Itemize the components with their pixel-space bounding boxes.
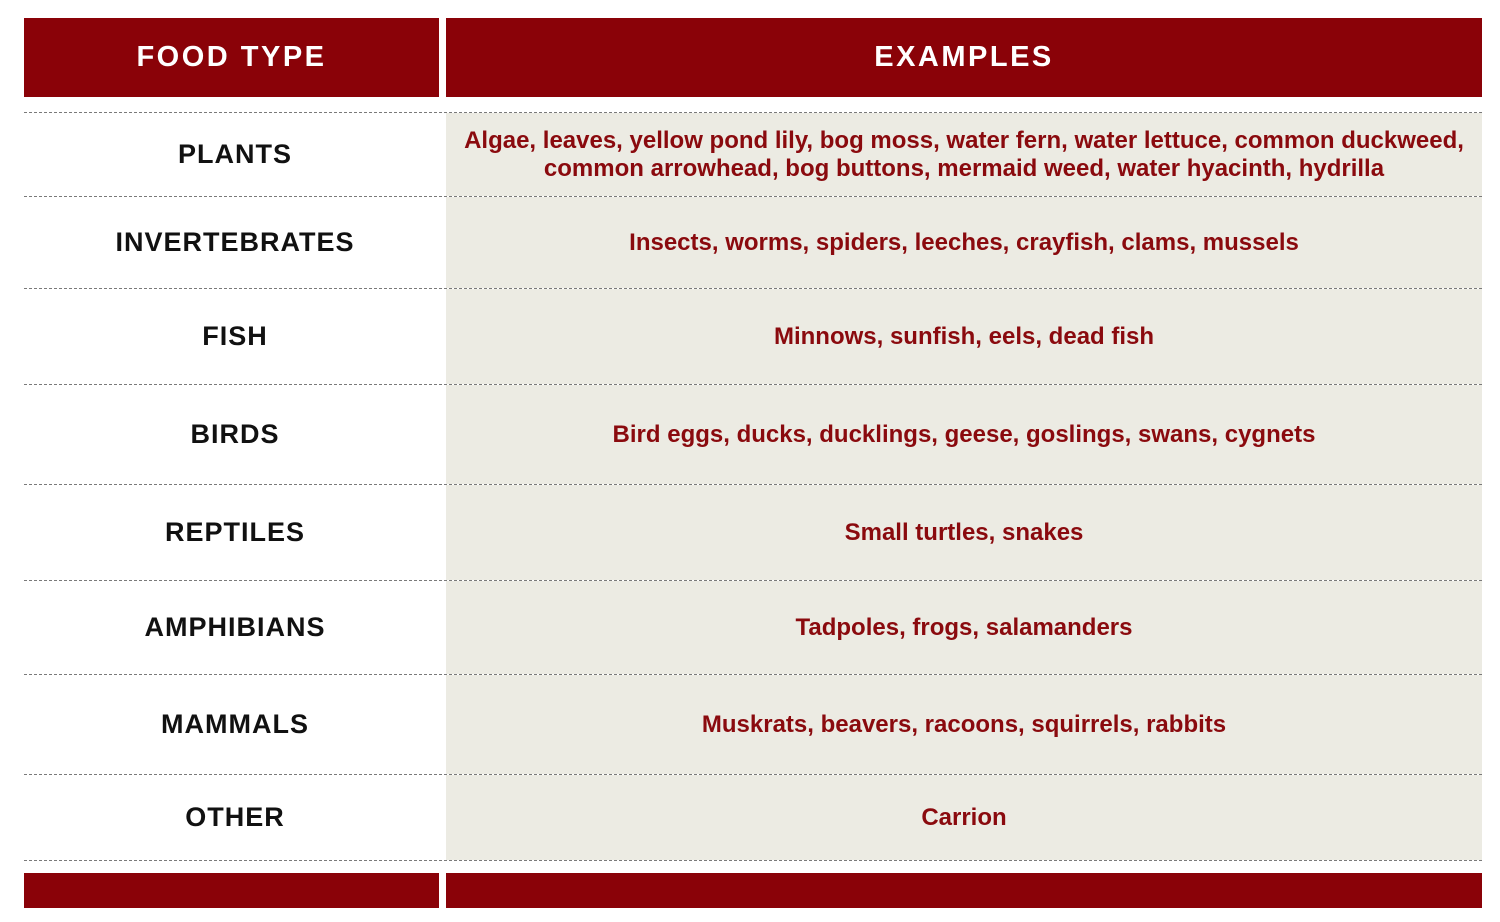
table-row — [24, 196, 1482, 288]
table-header — [24, 18, 1482, 97]
examples-cell: Small turtles, snakes — [446, 485, 1482, 580]
table-footer-bar — [24, 873, 1482, 908]
food-type-cell: MAMMALS — [24, 675, 446, 774]
table-row — [24, 484, 1482, 580]
food-type-cell: REPTILES — [24, 485, 446, 580]
table-row — [24, 774, 1482, 861]
header-spacer — [24, 97, 1482, 112]
table-row — [24, 384, 1482, 484]
food-type-cell: PLANTS — [24, 113, 446, 196]
header-gap — [439, 18, 446, 97]
examples-cell: Tadpoles, frogs, salamanders — [446, 581, 1482, 674]
table-row — [24, 112, 1482, 196]
food-type-cell: AMPHIBIANS — [24, 581, 446, 674]
examples-cell: Muskrats, beavers, racoons, squirrels, rabbits — [446, 675, 1482, 774]
examples-cell: Carrion — [446, 775, 1482, 860]
examples-cell: Insects, worms, spiders, leeches, crayfish, clams, mussels — [446, 197, 1482, 288]
table-body — [24, 112, 1482, 861]
examples-cell: Algae, leaves, yellow pond lily, bog moss, water fern, water lettuce, common duckweed, common arrowhead, bog buttons, mermaid weed, water hyacinth, hydrilla — [446, 113, 1482, 196]
food-table — [24, 18, 1482, 908]
examples-cell: Minnows, sunfish, eels, dead fish — [446, 289, 1482, 384]
food-type-cell: OTHER — [24, 775, 446, 860]
header-food-type: FOOD TYPE — [24, 18, 439, 97]
header-examples: EXAMPLES — [446, 18, 1482, 97]
table-row — [24, 674, 1482, 774]
food-type-cell: FISH — [24, 289, 446, 384]
table-row — [24, 288, 1482, 384]
examples-cell: Bird eggs, ducks, ducklings, geese, goslings, swans, cygnets — [446, 385, 1482, 484]
table-row — [24, 580, 1482, 674]
food-type-cell: BIRDS — [24, 385, 446, 484]
food-type-cell: INVERTEBRATES — [24, 197, 446, 288]
